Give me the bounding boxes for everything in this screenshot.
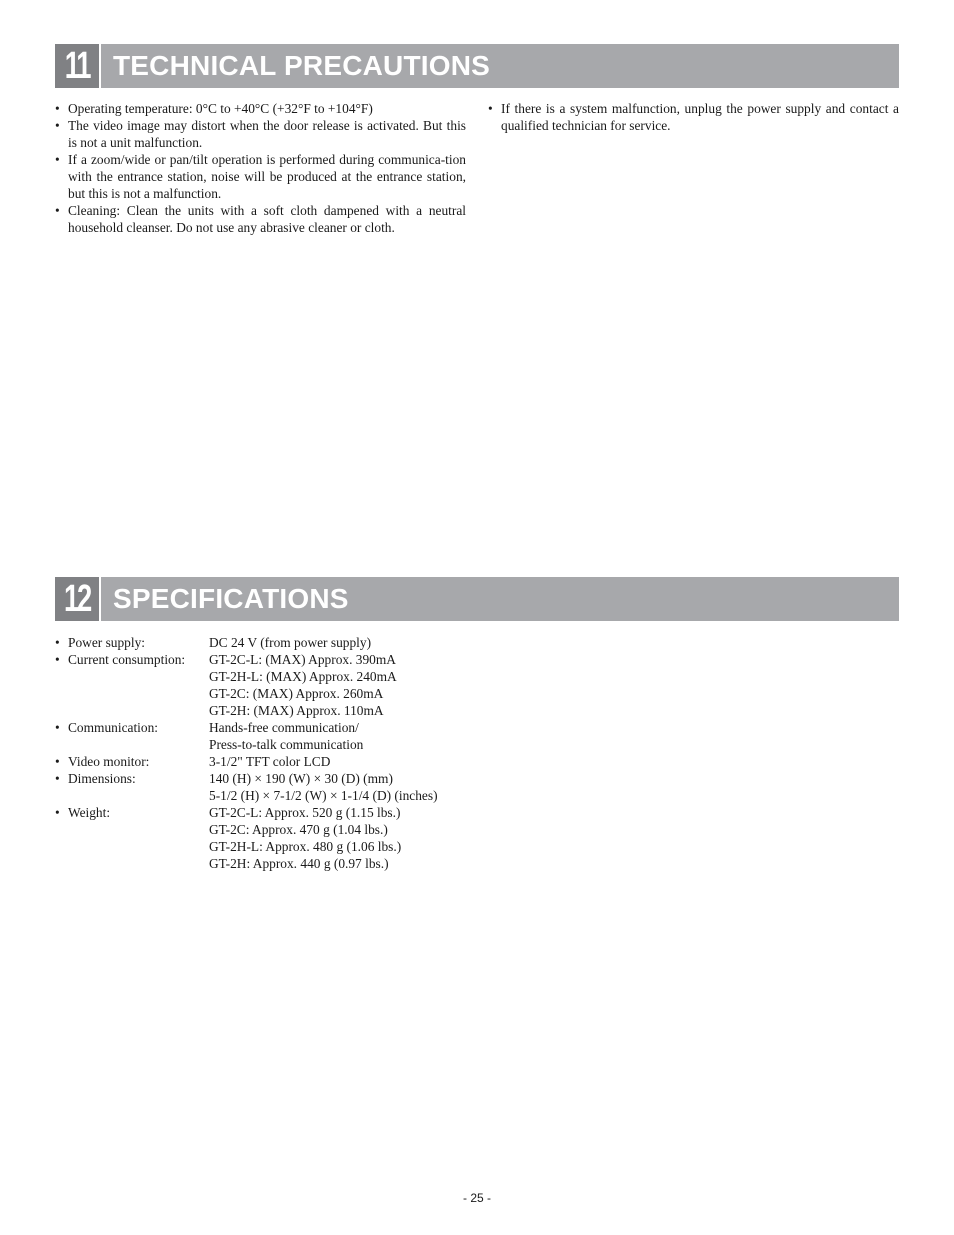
spec-values	[209, 770, 438, 804]
list-item: • Operating temperature: 0°C to +40°C (+32°F to +104°F)	[55, 100, 466, 117]
section-divider	[99, 44, 101, 88]
spec-value: GT-2H-L: (MAX) Approx. 240mA	[209, 669, 397, 684]
section-header-technical-precautions	[55, 44, 899, 88]
list-item: • If there is a system malfunction, unplug the power supply and contact a qualified technician for service.	[488, 100, 899, 134]
section-number-box	[55, 44, 99, 88]
list-item: • Cleaning: Clean the units with a soft cloth dampened with a neutral household cleanser. Do not use any abrasive cleaner or cloth.	[55, 202, 466, 236]
spec-values	[209, 804, 401, 872]
bullet: •	[55, 805, 60, 820]
spec-value: DC 24 V (from power supply)	[209, 635, 372, 650]
bullet: •	[55, 635, 60, 650]
specifications-list	[55, 634, 555, 872]
list-item: • The video image may distort when the door release is activated. But this is not a unit malfunction.	[55, 117, 466, 151]
bullet: •	[55, 754, 60, 769]
bullet: •	[55, 720, 60, 735]
precautions-list-left	[55, 100, 466, 236]
spec-values	[209, 651, 397, 719]
spec-values	[209, 753, 330, 770]
spec-value: GT-2H: (MAX) Approx. 110mA	[209, 703, 384, 718]
section-number: 11	[64, 44, 90, 87]
spec-row-dimensions	[55, 770, 555, 804]
spec-values	[209, 719, 363, 753]
spec-value: Press-to-talk communication	[209, 737, 364, 752]
section-divider	[99, 577, 101, 621]
spec-label: Weight:	[68, 805, 111, 820]
spec-row-video-monitor	[55, 753, 555, 770]
spec-value: GT-2C-L: Approx. 520 g (1.15 lbs.)	[209, 805, 401, 820]
spec-value: GT-2C: (MAX) Approx. 260mA	[209, 686, 384, 701]
page-number: - 25 -	[462, 1191, 491, 1205]
spec-value: GT-2C-L: (MAX) Approx. 390mA	[209, 652, 396, 667]
spec-label: Video monitor:	[68, 754, 150, 769]
section-title: TECHNICAL PRECAUTIONS	[113, 50, 491, 81]
spec-row-weight	[55, 804, 555, 872]
spec-value: GT-2H-L: Approx. 480 g (1.06 lbs.)	[209, 839, 402, 854]
spec-value: 140 (H) × 190 (W) × 30 (D) (mm)	[209, 771, 393, 786]
spec-row-communication	[55, 719, 555, 753]
precautions-left-column	[55, 100, 466, 236]
section-number: 12	[63, 577, 91, 620]
spec-value: 3-1/2" TFT color LCD	[209, 754, 331, 769]
spec-values	[209, 634, 371, 651]
spec-label: Power supply:	[68, 635, 145, 650]
section-header-specifications	[55, 577, 899, 621]
spec-row-power-supply	[55, 634, 555, 651]
section-number-box	[55, 577, 99, 621]
spec-label: Communication:	[68, 720, 159, 735]
precautions-list-right	[488, 100, 899, 134]
section-title: SPECIFICATIONS	[113, 583, 349, 614]
spec-row-current-consumption	[55, 651, 555, 719]
spec-value: GT-2H: Approx. 440 g (0.97 lbs.)	[209, 856, 389, 871]
bullet: •	[55, 771, 60, 786]
precautions-right-column	[488, 100, 899, 134]
spec-value: 5-1/2 (H) × 7-1/2 (W) × 1-1/4 (D) (inches)	[209, 788, 438, 803]
spec-label: Current consumption:	[68, 652, 186, 667]
list-item: • If a zoom/wide or pan/tilt operation is performed during communica-tion with the entrance station, noise will be produced at the entrance station, but this is not a malfunction.	[55, 151, 466, 202]
spec-value: Hands-free communication/	[209, 720, 359, 735]
spec-label: Dimensions:	[68, 771, 136, 786]
spec-value: GT-2C: Approx. 470 g (1.04 lbs.)	[209, 822, 388, 837]
bullet: •	[55, 652, 60, 667]
